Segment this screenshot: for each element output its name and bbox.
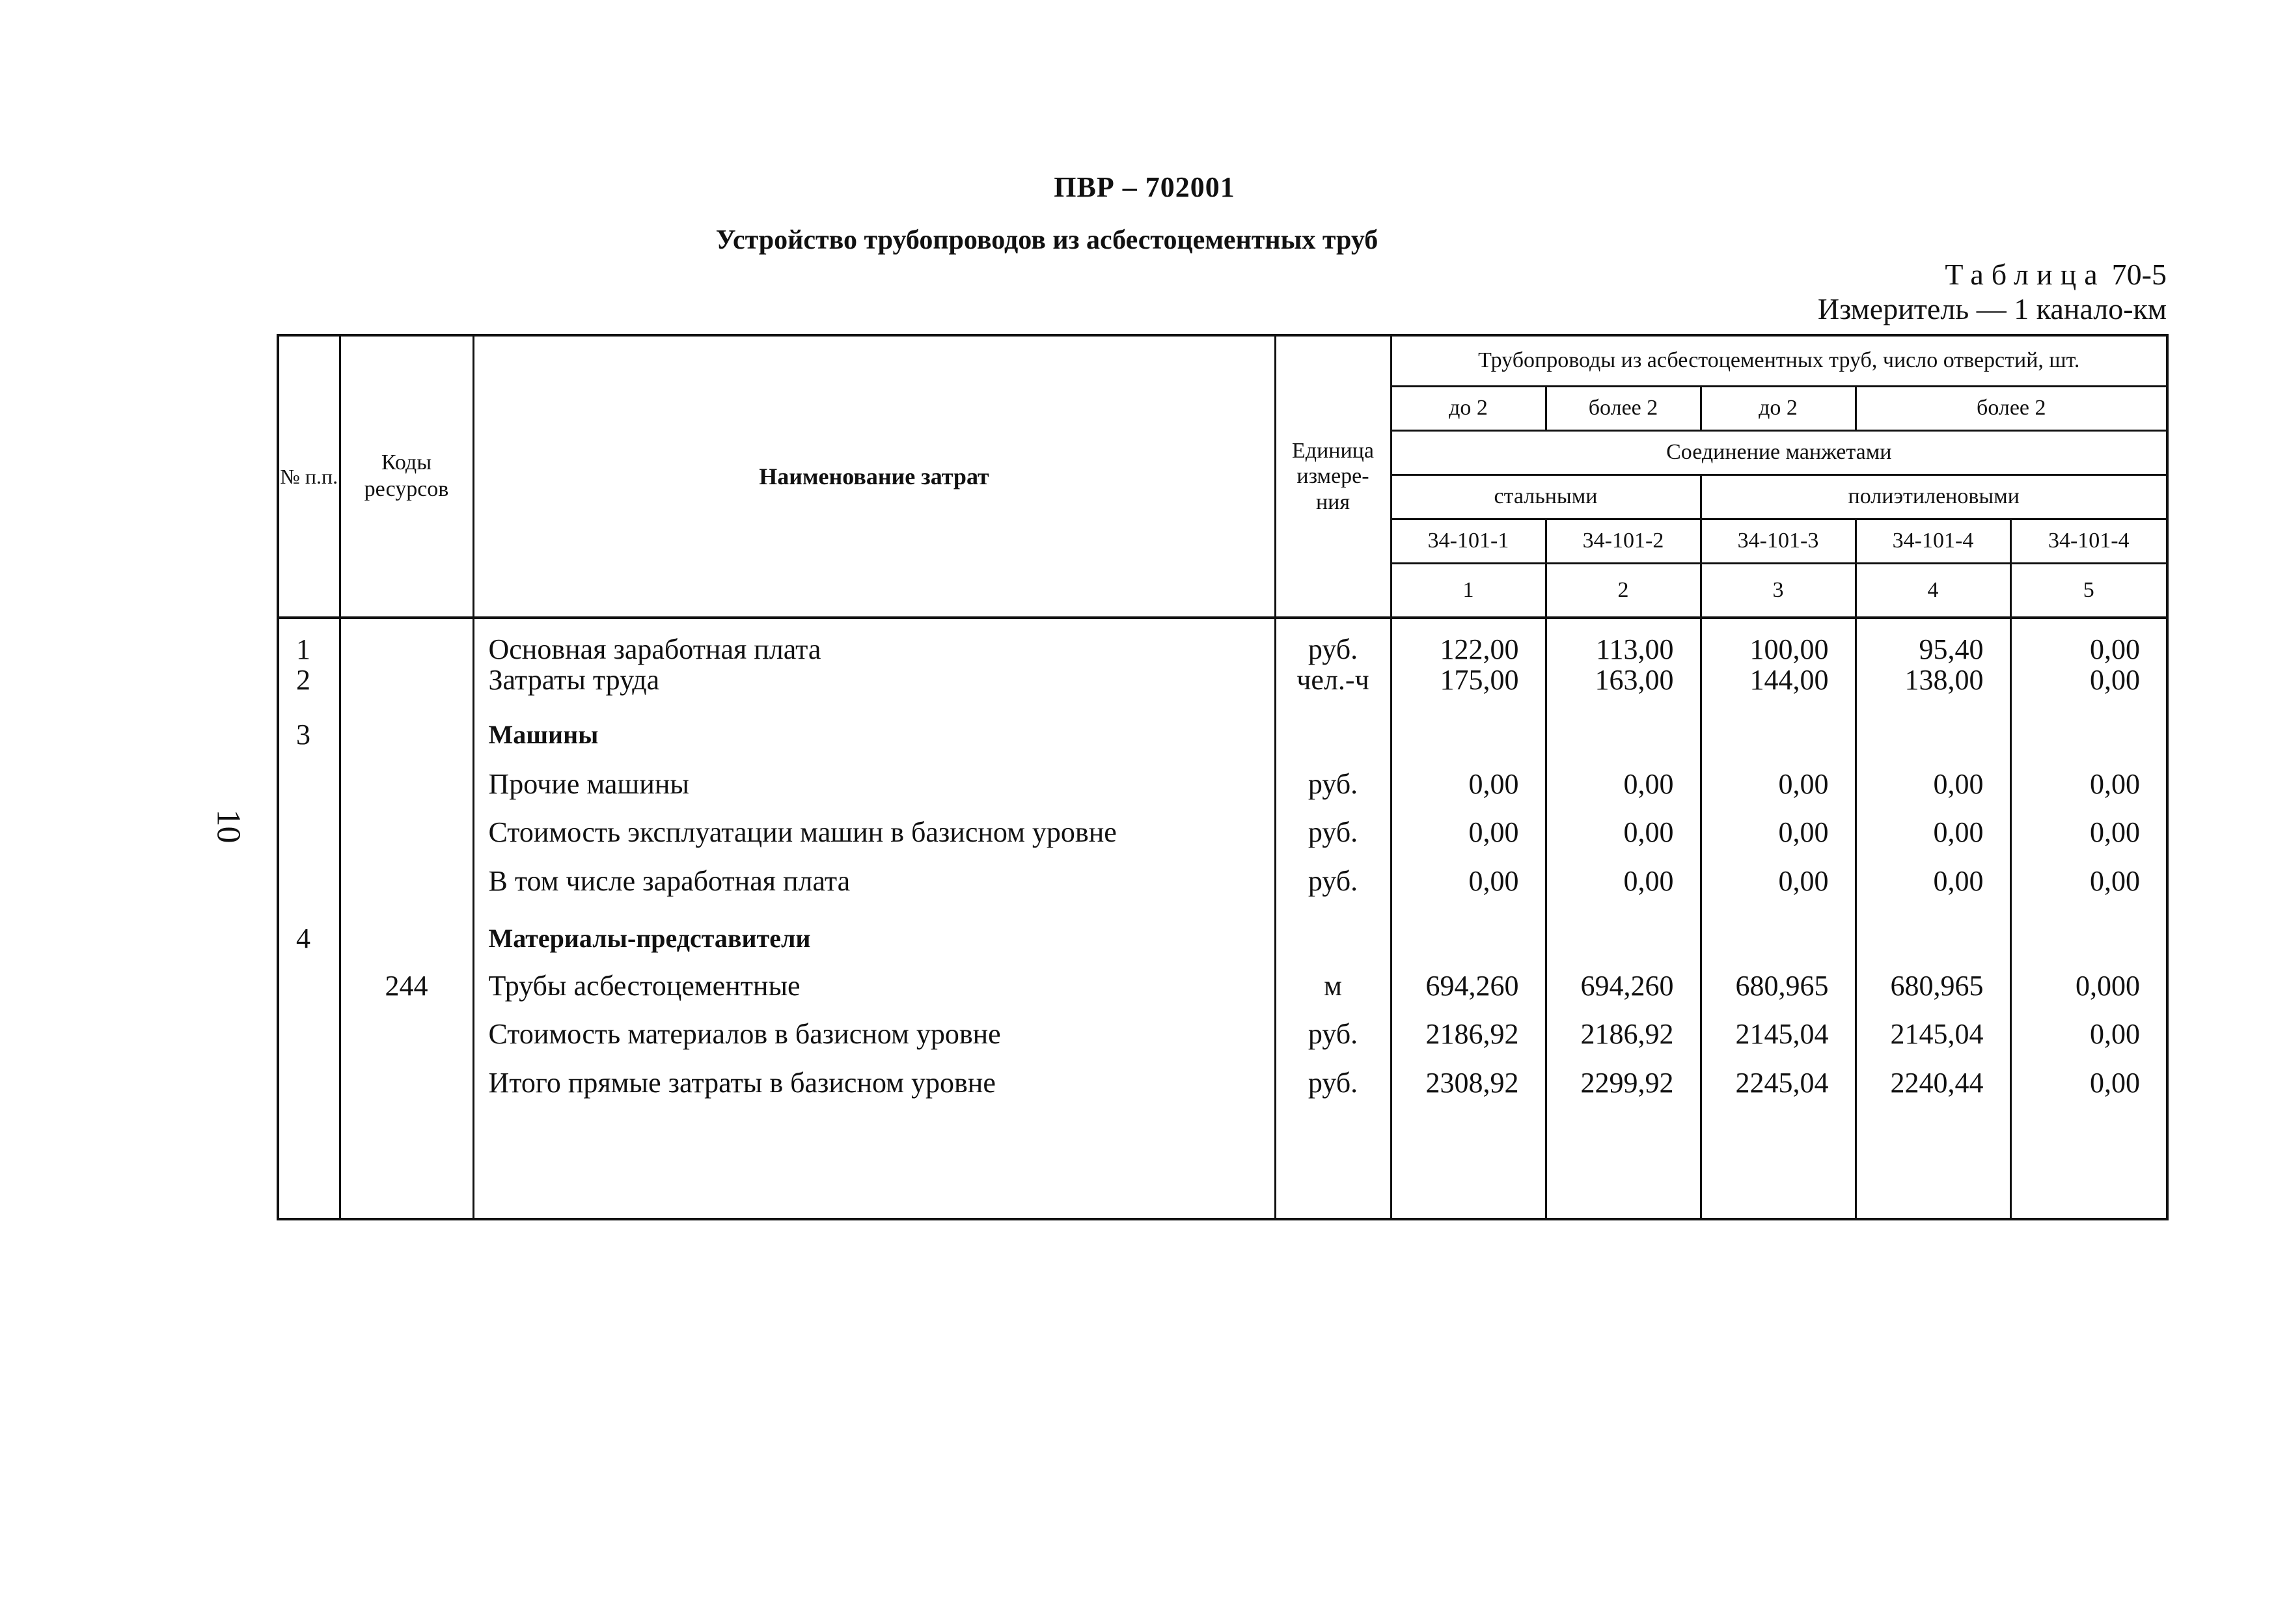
header-name: Наименование затрат (473, 335, 1275, 618)
table-row (278, 1010, 2167, 1058)
header-code-col-3: 34-101-3 (1701, 519, 1856, 563)
row-name: В том числе заработная плата (473, 857, 1275, 905)
row-resource-code: 244 (340, 963, 473, 1010)
row-value-col-2: 694,260 (1546, 963, 1701, 1010)
row-value-col-5 (2010, 905, 2167, 963)
header-holes-2: более 2 (1546, 386, 1701, 430)
row-value-col-1: 2308,92 (1391, 1058, 1546, 1107)
filler-cell (340, 1107, 473, 1219)
row-unit: чел.-ч (1275, 665, 1391, 696)
row-value-col-3: 2145,04 (1701, 1010, 1856, 1058)
row-resource-code (340, 761, 473, 808)
header-holes-4: более 2 (1856, 386, 2167, 430)
row-number: 2 (278, 665, 340, 696)
row-number: 3 (278, 696, 340, 761)
header-colnum-5: 5 (2010, 563, 2167, 618)
row-unit (1275, 905, 1391, 963)
header-unit: Единица измере-ния (1275, 335, 1391, 618)
row-value-col-5: 0,00 (2010, 761, 2167, 808)
row-unit: руб. (1275, 618, 1391, 665)
table-row (278, 905, 2167, 963)
header-colnum-2: 2 (1546, 563, 1701, 618)
row-value-col-5: 0,00 (2010, 618, 2167, 665)
row-section-title: Материалы-представители (473, 905, 1275, 963)
row-value-col-4: 138,00 (1856, 665, 2010, 696)
row-unit: руб. (1275, 857, 1391, 905)
row-value-col-1 (1391, 905, 1546, 963)
page-number: 10 (210, 809, 247, 844)
row-value-col-5: 0,00 (2010, 1058, 2167, 1107)
row-value-col-3: 0,00 (1701, 857, 1856, 905)
row-number (278, 963, 340, 1010)
filler-cell (1391, 1107, 1546, 1219)
row-value-col-2 (1546, 905, 1701, 963)
filler-cell (473, 1107, 1275, 1219)
row-value-col-2: 0,00 (1546, 808, 1701, 857)
row-value-col-3: 680,965 (1701, 963, 1856, 1010)
row-value-col-2: 0,00 (1546, 857, 1701, 905)
row-value-col-2 (1546, 696, 1701, 761)
table-label-word: Таблица (1945, 258, 2105, 291)
row-value-col-4: 2145,04 (1856, 1010, 2010, 1058)
header-codes: Коды ресурсов (340, 335, 473, 618)
table-row (278, 665, 2167, 696)
row-value-col-3: 2245,04 (1701, 1058, 1856, 1107)
row-value-col-4 (1856, 905, 2010, 963)
filler-cell (1856, 1107, 2010, 1219)
row-unit (1275, 696, 1391, 761)
row-value-col-1: 0,00 (1391, 761, 1546, 808)
row-value-col-1: 0,00 (1391, 857, 1546, 905)
header-connection: Соединение манжетами (1391, 430, 2167, 475)
row-value-col-1: 175,00 (1391, 665, 1546, 696)
row-resource-code (340, 1010, 473, 1058)
row-value-col-5: 0,00 (2010, 1010, 2167, 1058)
header-poly: полиэтиленовыми (1701, 475, 2167, 519)
row-value-col-3 (1701, 905, 1856, 963)
row-resource-code (340, 696, 473, 761)
table-row (278, 857, 2167, 905)
table-number: 70-5 (2111, 258, 2167, 291)
row-value-col-4 (1856, 696, 2010, 761)
row-name: Трубы асбестоцементные (473, 963, 1275, 1010)
header-code-col-4: 34-101-4 (1856, 519, 2010, 563)
header-row-group (278, 335, 2167, 386)
row-number (278, 1010, 340, 1058)
header-colnum-3: 3 (1701, 563, 1856, 618)
row-unit: руб. (1275, 808, 1391, 857)
row-value-col-3 (1701, 696, 1856, 761)
header-colnum-1: 1 (1391, 563, 1546, 618)
row-value-col-4: 0,00 (1856, 808, 2010, 857)
table-row (278, 808, 2167, 857)
row-name: Прочие машины (473, 761, 1275, 808)
row-name: Затраты труда (473, 665, 1275, 696)
row-value-col-2: 0,00 (1546, 761, 1701, 808)
filler-cell (278, 1107, 340, 1219)
header-group: Трубопроводы из асбестоцементных труб, число отверстий, шт. (1391, 335, 2167, 386)
header-holes-3: до 2 (1701, 386, 1856, 430)
row-value-col-3: 144,00 (1701, 665, 1856, 696)
row-value-col-5: 0,000 (2010, 963, 2167, 1010)
row-resource-code (340, 618, 473, 665)
row-value-col-4: 0,00 (1856, 761, 2010, 808)
row-value-col-4: 2240,44 (1856, 1058, 2010, 1107)
row-value-col-1: 122,00 (1391, 618, 1546, 665)
header-code-col-2: 34-101-2 (1546, 519, 1701, 563)
table-label (1945, 257, 2167, 292)
row-section-title: Машины (473, 696, 1275, 761)
filler-cell (1546, 1107, 1701, 1219)
row-number (278, 808, 340, 857)
header-code-col-1: 34-101-1 (1391, 519, 1546, 563)
row-number (278, 761, 340, 808)
row-value-col-4: 95,40 (1856, 618, 2010, 665)
row-value-col-3: 100,00 (1701, 618, 1856, 665)
row-value-col-5: 0,00 (2010, 857, 2167, 905)
row-number: 1 (278, 618, 340, 665)
row-number: 4 (278, 905, 340, 963)
table-row (278, 696, 2167, 761)
row-value-col-3: 0,00 (1701, 808, 1856, 857)
document-code: ПВР – 702001 (1054, 171, 1235, 203)
row-unit: м (1275, 963, 1391, 1010)
row-value-col-2: 163,00 (1546, 665, 1701, 696)
row-name: Итого прямые затраты в базисном уровне (473, 1058, 1275, 1107)
filler-cell (2010, 1107, 2167, 1219)
row-value-col-5: 0,00 (2010, 665, 2167, 696)
table-row (278, 761, 2167, 808)
table-row (278, 618, 2167, 665)
table-row-filler (278, 1107, 2167, 1219)
row-resource-code (340, 1058, 473, 1107)
row-unit: руб. (1275, 1058, 1391, 1107)
row-number (278, 1058, 340, 1107)
filler-cell (1701, 1107, 1856, 1219)
row-name: Основная заработная плата (473, 618, 1275, 665)
row-value-col-3: 0,00 (1701, 761, 1856, 808)
row-value-col-1: 2186,92 (1391, 1010, 1546, 1058)
row-unit: руб. (1275, 761, 1391, 808)
row-resource-code (340, 857, 473, 905)
row-resource-code (340, 665, 473, 696)
row-value-col-1 (1391, 696, 1546, 761)
row-value-col-5: 0,00 (2010, 808, 2167, 857)
row-name: Стоимость эксплуатации машин в базисном уровне (473, 808, 1275, 857)
table-row (278, 963, 2167, 1010)
row-value-col-1: 694,260 (1391, 963, 1546, 1010)
filler-cell (1275, 1107, 1391, 1219)
header-steel: стальными (1391, 475, 1701, 519)
header-code-col-5: 34-101-4 (2010, 519, 2167, 563)
row-value-col-2: 2186,92 (1546, 1010, 1701, 1058)
row-value-col-1: 0,00 (1391, 808, 1546, 857)
row-value-col-4: 680,965 (1856, 963, 2010, 1010)
header-num: № п.п. (278, 335, 340, 618)
table-row (278, 1058, 2167, 1107)
row-value-col-2: 2299,92 (1546, 1058, 1701, 1107)
document-title: Устройство трубопроводов из асбестоцементных труб (715, 225, 1378, 255)
row-resource-code (340, 808, 473, 857)
row-value-col-5 (2010, 696, 2167, 761)
row-resource-code (340, 905, 473, 963)
row-value-col-4: 0,00 (1856, 857, 2010, 905)
row-value-col-2: 113,00 (1546, 618, 1701, 665)
row-unit: руб. (1275, 1010, 1391, 1058)
cost-table (277, 334, 2169, 1220)
header-holes-1: до 2 (1391, 386, 1546, 430)
row-name: Стоимость материалов в базисном уровне (473, 1010, 1275, 1058)
measure-unit: Измеритель — 1 канало-км (1817, 292, 2167, 325)
header-colnum-4: 4 (1856, 563, 2010, 618)
row-number (278, 857, 340, 905)
